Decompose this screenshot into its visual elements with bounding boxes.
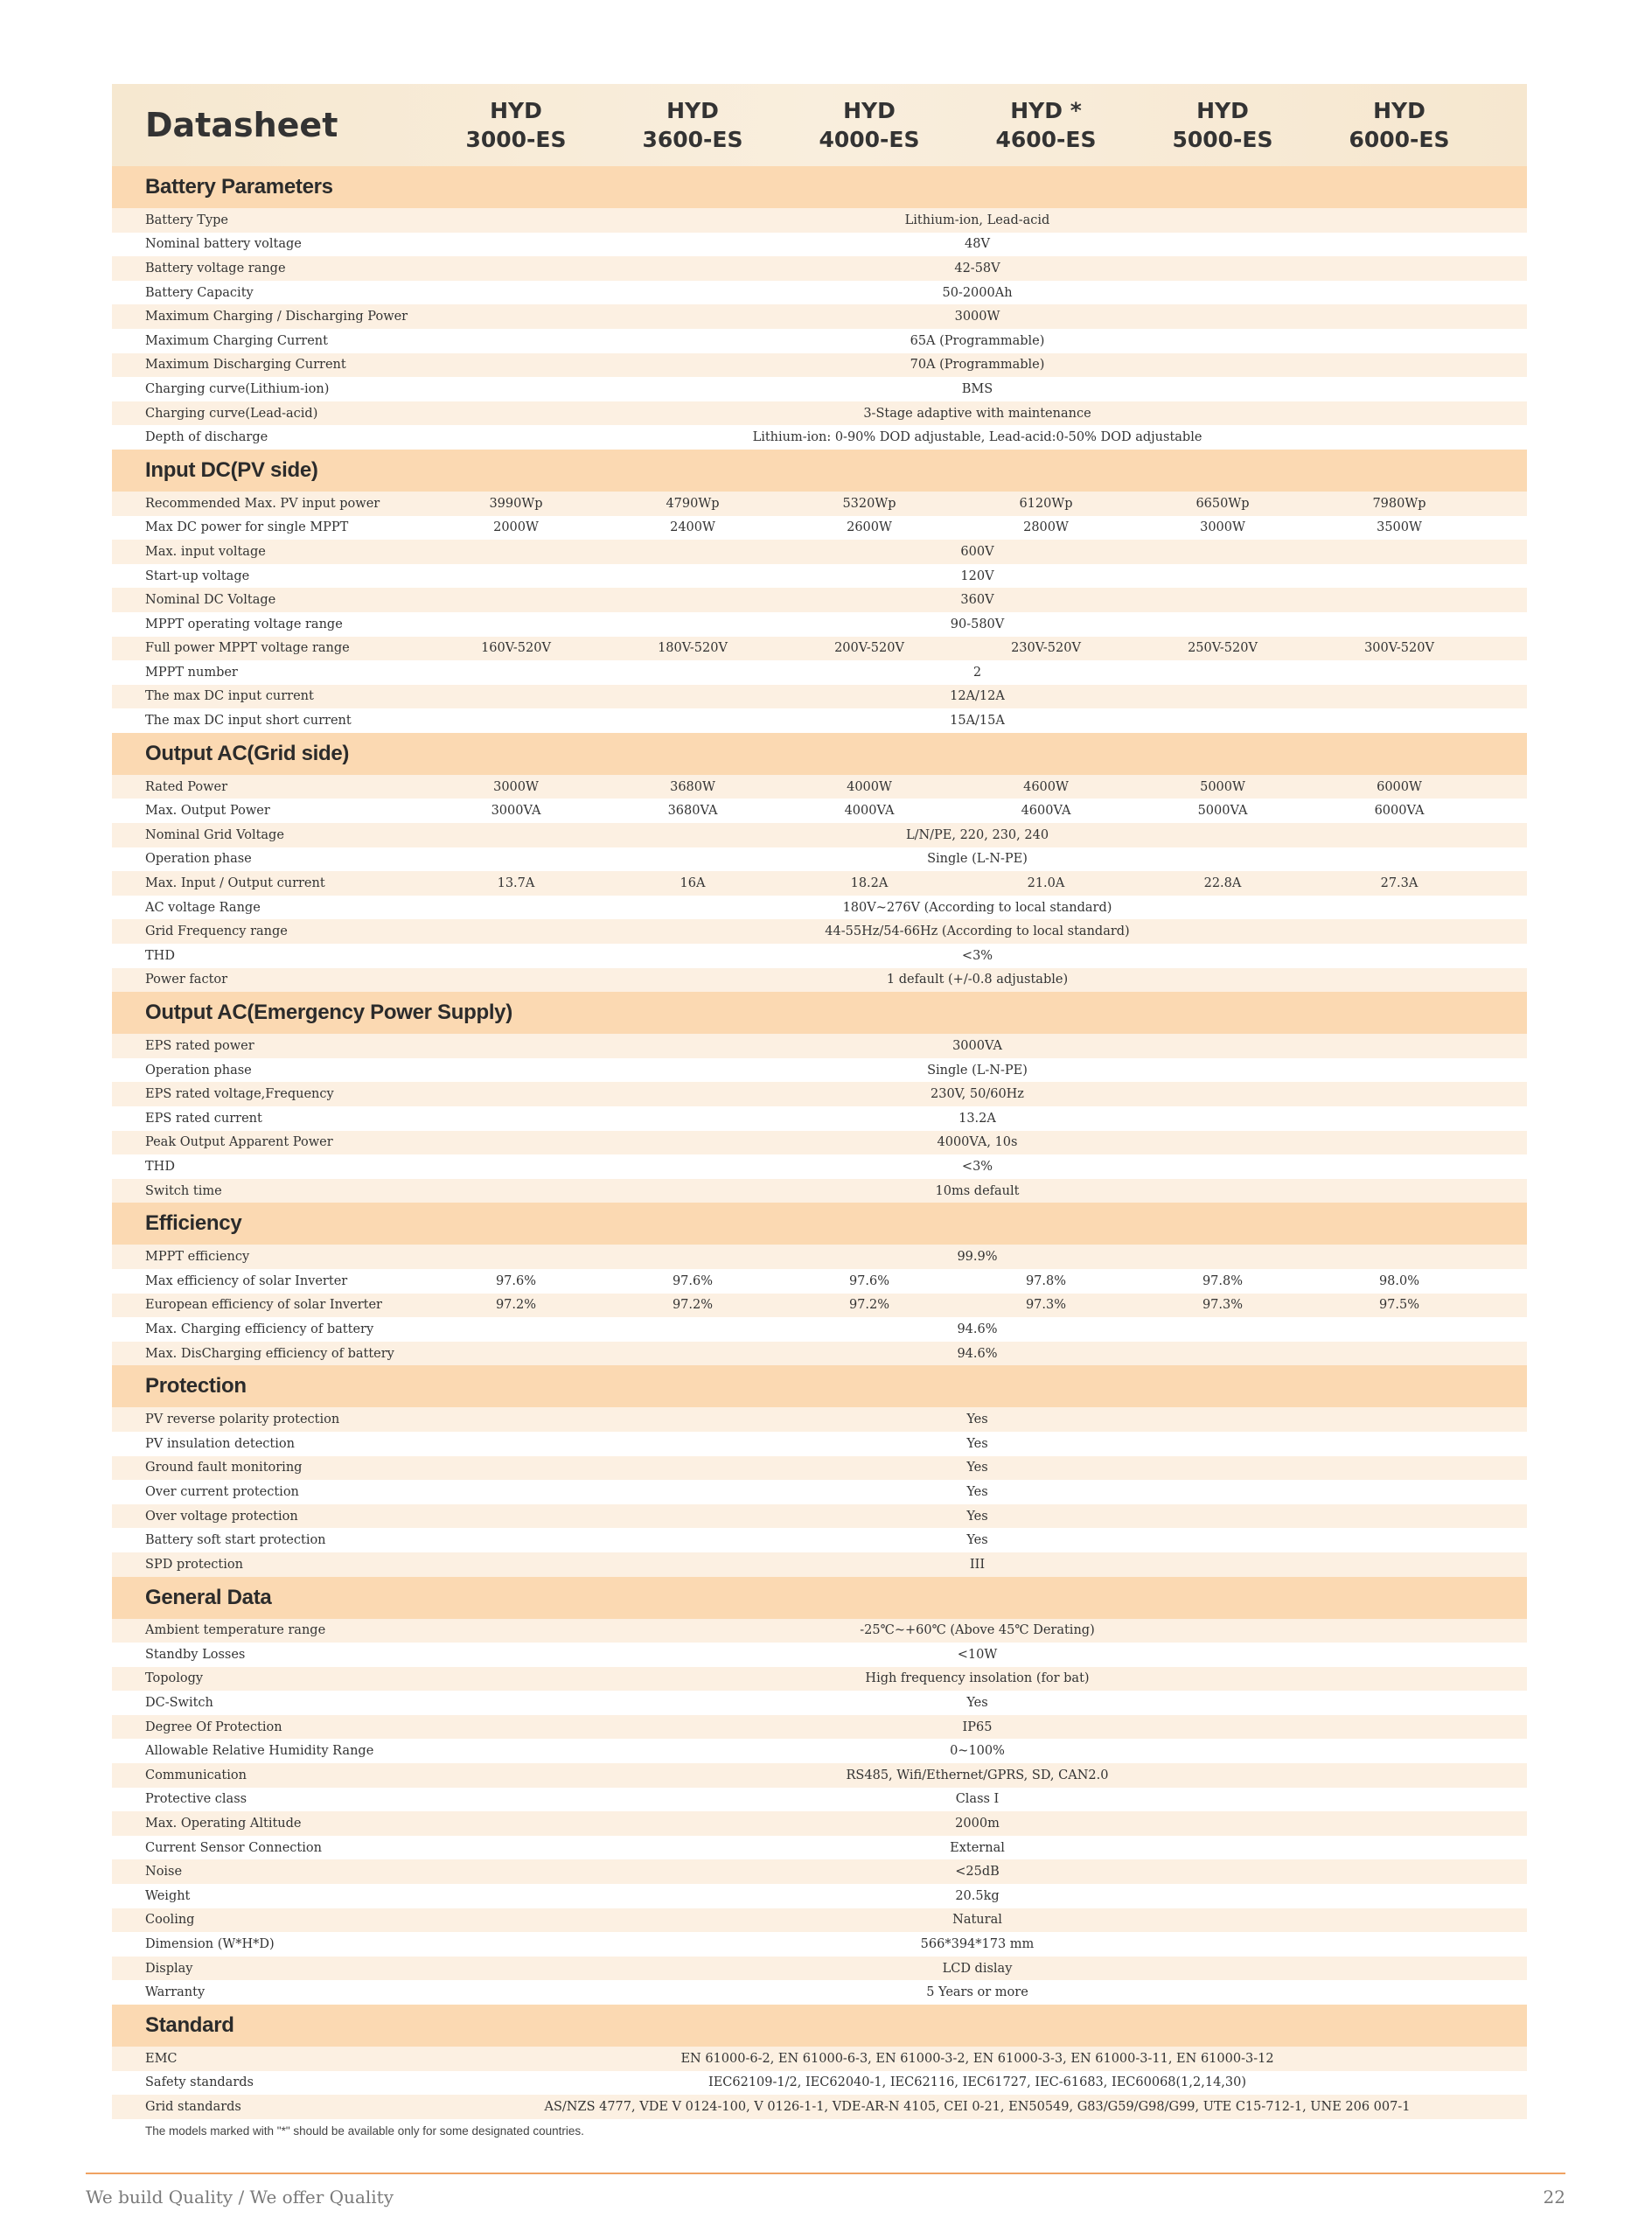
row-value: 2000m [955,1817,1000,1831]
table-row [112,944,1527,968]
row-value: RS485, Wifi/Ethernet/GPRS, SD, CAN2.0 [846,1768,1109,1782]
section-header: Efficiency [112,1203,1527,1245]
row-label: Nominal battery voltage [145,237,302,252]
row-cell: 97.6% [848,1273,890,1288]
row-label: Grid Frequency range [145,924,288,939]
row-cell: 230V-520V [1011,641,1081,656]
row-label: Communication [145,1768,247,1782]
row-cell: 4600W [1023,779,1069,794]
row-cell: 250V-520V [1188,641,1258,656]
model-column-6 [1311,96,1488,154]
row-label: Cooling [145,1913,195,1928]
row-label: Max efficiency of solar Inverter [145,1273,348,1288]
table-row [112,377,1527,401]
row-value: 3000W [954,310,1000,324]
table-row [112,1932,1527,1957]
row-cell: 2000W [493,520,539,535]
row-label: Max. Input / Output current [145,876,325,891]
table-row [112,775,1527,799]
row-label: Max. Charging efficiency of battery [145,1322,374,1336]
row-label: MPPT efficiency [145,1250,250,1265]
table-row [112,1859,1527,1884]
row-cell: 5320Wp [842,496,896,511]
section-header: General Data [112,1577,1527,1619]
row-value: Yes [966,1509,988,1524]
row-cell: 97.6% [672,1273,714,1288]
row-cell: 16A [680,876,706,891]
row-cell: 160V-520V [481,641,551,656]
table-row [112,540,1527,564]
row-cell: 5000VA [1197,804,1248,819]
table-row [112,1342,1527,1366]
row-value: 0~100% [950,1744,1005,1759]
table-row [112,233,1527,257]
table-body [112,166,1527,2119]
row-cell: 97.3% [1025,1298,1067,1313]
row-cell: 6000VA [1374,804,1425,819]
row-cell: 180V-520V [658,641,728,656]
model-column-1 [428,96,604,154]
row-value: Natural [952,1913,1002,1928]
table-row [112,564,1527,589]
row-value: 4000VA, 10s [937,1135,1018,1150]
table-row [112,281,1527,305]
row-value: 12A/12A [950,689,1005,704]
row-cell: 97.2% [672,1298,714,1313]
model-column-3 [781,96,958,154]
row-label: Nominal DC Voltage [145,593,276,608]
table-row [112,588,1527,612]
table-row [112,492,1527,516]
row-value: 10ms default [935,1183,1020,1198]
model-name: HYD [490,98,542,123]
table-row [112,256,1527,281]
table-row [112,799,1527,823]
row-value: <3% [961,1159,993,1174]
model-number: 4000-ES [819,127,920,152]
row-value: 48V [965,237,990,252]
row-label: Battery soft start protection [145,1533,326,1548]
model-name: HYD [666,98,719,123]
row-label: Topology [145,1671,204,1686]
table-row [112,660,1527,685]
row-label: EPS rated voltage,Frequency [145,1087,334,1102]
footer-divider [86,2173,1565,2174]
row-value: Class I [955,1792,1000,1807]
row-label: EPS rated current [145,1111,262,1126]
model-column-4 [958,96,1134,154]
row-cell: 97.2% [495,1298,537,1313]
section-header: Output AC(Grid side) [112,733,1527,775]
row-label: Battery Capacity [145,285,254,300]
row-cell: 2800W [1023,520,1069,535]
row-label: PV reverse polarity protection [145,1412,340,1427]
row-label: MPPT operating voltage range [145,617,343,631]
row-label: The max DC input current [145,689,314,704]
table-row [112,1294,1527,1318]
table-row [112,1179,1527,1203]
row-cell: 22.8A [1203,876,1242,891]
table-row [112,1811,1527,1836]
row-cell: 6120Wp [1019,496,1073,511]
table-row [112,1552,1527,1577]
row-value: 5 Years or more [926,1985,1028,2000]
table-row [112,1082,1527,1106]
table-row [112,896,1527,920]
row-value: 20.5kg [955,1888,1000,1903]
row-label: Warranty [145,1985,206,2000]
row-label: Over voltage protection [145,1509,298,1524]
table-row [112,1456,1527,1481]
row-cell: 13.7A [497,876,535,891]
table-row [112,2095,1527,2119]
row-label: Protective class [145,1792,247,1807]
row-label: Recommended Max. PV input power [145,496,380,511]
row-value: <3% [961,948,993,963]
row-value: 180V~276V (According to local standard) [842,900,1112,915]
row-value: 42-58V [954,261,1000,276]
table-row [112,708,1527,733]
row-cell: 4600VA [1021,804,1071,819]
row-value: Yes [966,1484,988,1499]
table-row [112,1317,1527,1342]
table-row [112,1106,1527,1131]
row-value: 44-55Hz/54-66Hz (According to local standard) [825,924,1130,939]
table-row [112,1432,1527,1456]
table-row [112,329,1527,353]
row-label: Over current protection [145,1484,299,1499]
row-value: 50-2000Ah [942,285,1013,300]
row-value: 99.9% [957,1250,998,1265]
row-value: 65A (Programmable) [910,333,1045,348]
row-label: Power factor [145,973,228,987]
row-cell: 97.8% [1025,1273,1067,1288]
row-label: Standby Losses [145,1647,246,1662]
row-cell: 7980Wp [1372,496,1426,511]
row-label: Switch time [145,1183,222,1198]
table-row [112,353,1527,378]
model-name: HYD [843,98,896,123]
row-label: Max. Output Power [145,804,270,819]
row-value: High frequency insolation (for bat) [865,1671,1090,1686]
table-row [112,2047,1527,2071]
row-value: <10W [957,1647,998,1662]
row-label: Operation phase [145,1063,252,1078]
footnote: The models marked with "*" should be available only for some designated countries. [145,2124,584,2138]
row-label: Start-up voltage [145,568,250,583]
row-cell: 200V-520V [834,641,904,656]
row-value: 600V [960,544,994,559]
table-row [112,1269,1527,1294]
model-number: 6000-ES [1349,127,1450,152]
row-label: European efficiency of solar Inverter [145,1298,382,1313]
row-label: Peak Output Apparent Power [145,1135,333,1150]
row-label: Nominal Grid Voltage [145,827,284,842]
row-label: Depth of discharge [145,430,268,445]
row-label: Charging curve(Lead-acid) [145,406,318,421]
row-cell: 27.3A [1380,876,1418,891]
table-row [112,919,1527,944]
row-label: Max. input voltage [145,544,266,559]
row-value: Lithium-ion, Lead-acid [904,213,1050,227]
table-row [112,1763,1527,1788]
row-value: IEC62109-1/2, IEC62040-1, IEC62116, IEC61727, IEC-61683, IEC60068(1,2,14,30) [708,2075,1247,2090]
table-row [112,1836,1527,1860]
row-label: THD [145,948,175,963]
row-label: Display [145,1961,193,1976]
row-cell: 4000W [847,779,892,794]
model-name: HYD [1196,98,1249,123]
row-cell: 4000VA [844,804,895,819]
table-row [112,823,1527,847]
table-row [112,1407,1527,1432]
row-label: Safety standards [145,2075,254,2090]
row-cell: 97.5% [1378,1298,1420,1313]
row-value: 566*394*173 mm [920,1937,1035,1952]
table-row [112,1739,1527,1763]
row-label: Ground fault monitoring [145,1461,303,1475]
row-label: Maximum Discharging Current [145,358,346,373]
row-label: Dimension (W*H*D) [145,1937,275,1952]
row-label: Max. DisCharging efficiency of battery [145,1346,394,1361]
row-cell: 97.8% [1202,1273,1244,1288]
row-cell: 97.3% [1202,1298,1244,1313]
row-label: Degree Of Protection [145,1719,282,1734]
row-label: EMC [145,2051,178,2066]
row-cell: 2400W [670,520,715,535]
row-cell: 6000W [1377,779,1422,794]
table-row [112,612,1527,637]
table-row [112,847,1527,872]
row-cell: 3000VA [491,804,541,819]
row-cell: 97.2% [848,1298,890,1313]
table-row [112,208,1527,233]
model-name: HYD [1373,98,1425,123]
row-value: 3-Stage adaptive with maintenance [863,406,1091,421]
row-cell: 3990Wp [489,496,543,511]
model-number: 3000-ES [465,127,567,152]
row-cell: 2600W [847,520,892,535]
section-header: Protection [112,1365,1527,1407]
row-value: External [950,1840,1005,1855]
table-row [112,1245,1527,1269]
table-row [112,1884,1527,1908]
page-title: Datasheet [145,106,338,144]
row-value: Yes [966,1533,988,1548]
table-header [112,84,1527,166]
row-value: Single (L-N-PE) [927,1063,1028,1078]
row-label: Maximum Charging Current [145,333,328,348]
row-value: Single (L-N-PE) [927,852,1028,867]
table-row [112,1908,1527,1933]
table-row [112,871,1527,896]
row-value: Lithium-ion: 0-90% DOD adjustable, Lead-acid:0-50% DOD adjustable [752,430,1202,445]
row-label: Allowable Relative Humidity Range [145,1744,374,1759]
row-value: <25dB [955,1865,1000,1880]
table-row [112,1154,1527,1179]
row-label: Grid standards [145,2099,241,2114]
row-value: 15A/15A [950,714,1005,729]
table-row [112,1980,1527,2005]
table-row [112,1691,1527,1715]
model-number: 4600-ES [995,127,1097,152]
row-value: 90-580V [950,617,1005,631]
row-label: Rated Power [145,779,228,794]
table-row [112,637,1527,661]
row-value: Yes [966,1436,988,1451]
row-label: Battery voltage range [145,261,286,276]
row-label: Max. Operating Altitude [145,1817,302,1831]
table-row [112,2071,1527,2096]
row-value: 94.6% [957,1346,998,1361]
model-number: 5000-ES [1172,127,1273,152]
footer-tagline: We build Quality / We offer Quality [86,2187,394,2208]
section-header: Output AC(Emergency Power Supply) [112,992,1527,1034]
row-cell: 3680VA [667,804,718,819]
table-row [112,1504,1527,1529]
row-value: III [969,1557,986,1572]
row-value: Yes [966,1461,988,1475]
table-row [112,1643,1527,1667]
table-row [112,516,1527,541]
model-name: HYD * [1010,98,1082,123]
row-label: AC voltage Range [145,900,261,915]
row-cell: 5000W [1200,779,1245,794]
table-row [112,1619,1527,1643]
row-label: Current Sensor Connection [145,1840,322,1855]
table-row [112,1528,1527,1552]
row-value: AS/NZS 4777, VDE V 0124-100, V 0126-1-1, VDE-AR-N 4105, CEI 0-21, EN50549, G83/G59/G98/G99, UTE C15-712-1, UNE 206 007-1 [544,2099,1411,2114]
row-label: Ambient temperature range [145,1623,326,1638]
row-label: PV insulation detection [145,1436,295,1451]
section-header: Standard [112,2005,1527,2047]
row-value: 120V [960,568,994,583]
row-label: Operation phase [145,852,252,867]
table-row [112,685,1527,709]
row-value: LCD dislay [942,1961,1013,1976]
row-cell: 3000W [1200,520,1245,535]
row-value: 1 default (+/-0.8 adjustable) [886,973,1069,987]
row-label: Max DC power for single MPPT [145,520,349,535]
row-cell: 18.2A [850,876,889,891]
table-row [112,1715,1527,1740]
table-row [112,1058,1527,1083]
page-number: 22 [1543,2187,1565,2208]
row-label: The max DC input short current [145,714,352,729]
row-label: Battery Type [145,213,228,227]
row-cell: 97.6% [495,1273,537,1288]
row-value: 3000VA [952,1039,1002,1054]
section-header: Input DC(PV side) [112,450,1527,492]
row-label: SPD protection [145,1557,243,1572]
table-row [112,1480,1527,1504]
table-row [112,1034,1527,1058]
model-column-2 [604,96,781,154]
row-value: 2 [972,665,982,680]
row-value: Yes [966,1696,988,1711]
table-row [112,304,1527,329]
row-cell: 3680W [670,779,715,794]
table-row [112,401,1527,426]
row-label: Weight [145,1888,191,1903]
row-cell: 300V-520V [1364,641,1434,656]
row-value: Yes [966,1412,988,1427]
table-row [112,1131,1527,1155]
row-cell: 6650Wp [1195,496,1250,511]
row-label: Noise [145,1865,183,1880]
row-label: EPS rated power [145,1039,254,1054]
row-value: L/N/PE, 220, 230, 240 [905,827,1049,842]
datasheet-table [112,84,1527,2138]
table-row [112,1788,1527,1812]
row-cell: 21.0A [1027,876,1065,891]
row-label: THD [145,1159,175,1174]
row-cell: 3500W [1377,520,1422,535]
section-header: Battery Parameters [112,166,1527,208]
row-value: BMS [961,381,993,396]
table-row [112,1957,1527,1981]
table-row [112,425,1527,450]
row-value: 70A (Programmable) [910,358,1045,373]
row-value: EN 61000-6-2, EN 61000-6-3, EN 61000-3-2, EN 61000-3-3, EN 61000-3-11, EN 61000-3-12 [680,2051,1274,2066]
row-value: IP65 [962,1719,993,1734]
model-number: 3600-ES [642,127,743,152]
row-label: Full power MPPT voltage range [145,641,350,656]
table-row [112,1667,1527,1691]
row-cell: 98.0% [1378,1273,1420,1288]
row-cell: 3000W [493,779,539,794]
row-value: 94.6% [957,1322,998,1336]
row-value: 230V, 50/60Hz [931,1087,1024,1102]
row-cell: 4790Wp [666,496,720,511]
row-label: MPPT number [145,665,238,680]
row-label: Charging curve(Lithium-ion) [145,381,330,396]
row-value: 360V [960,593,994,608]
table-row [112,968,1527,993]
row-value: 13.2A [958,1111,996,1126]
row-label: Maximum Charging / Discharging Power [145,310,408,324]
model-column-5 [1134,96,1311,154]
row-value: -25℃~+60℃ (Above 45℃ Derating) [860,1623,1095,1638]
row-label: DC-Switch [145,1696,213,1711]
